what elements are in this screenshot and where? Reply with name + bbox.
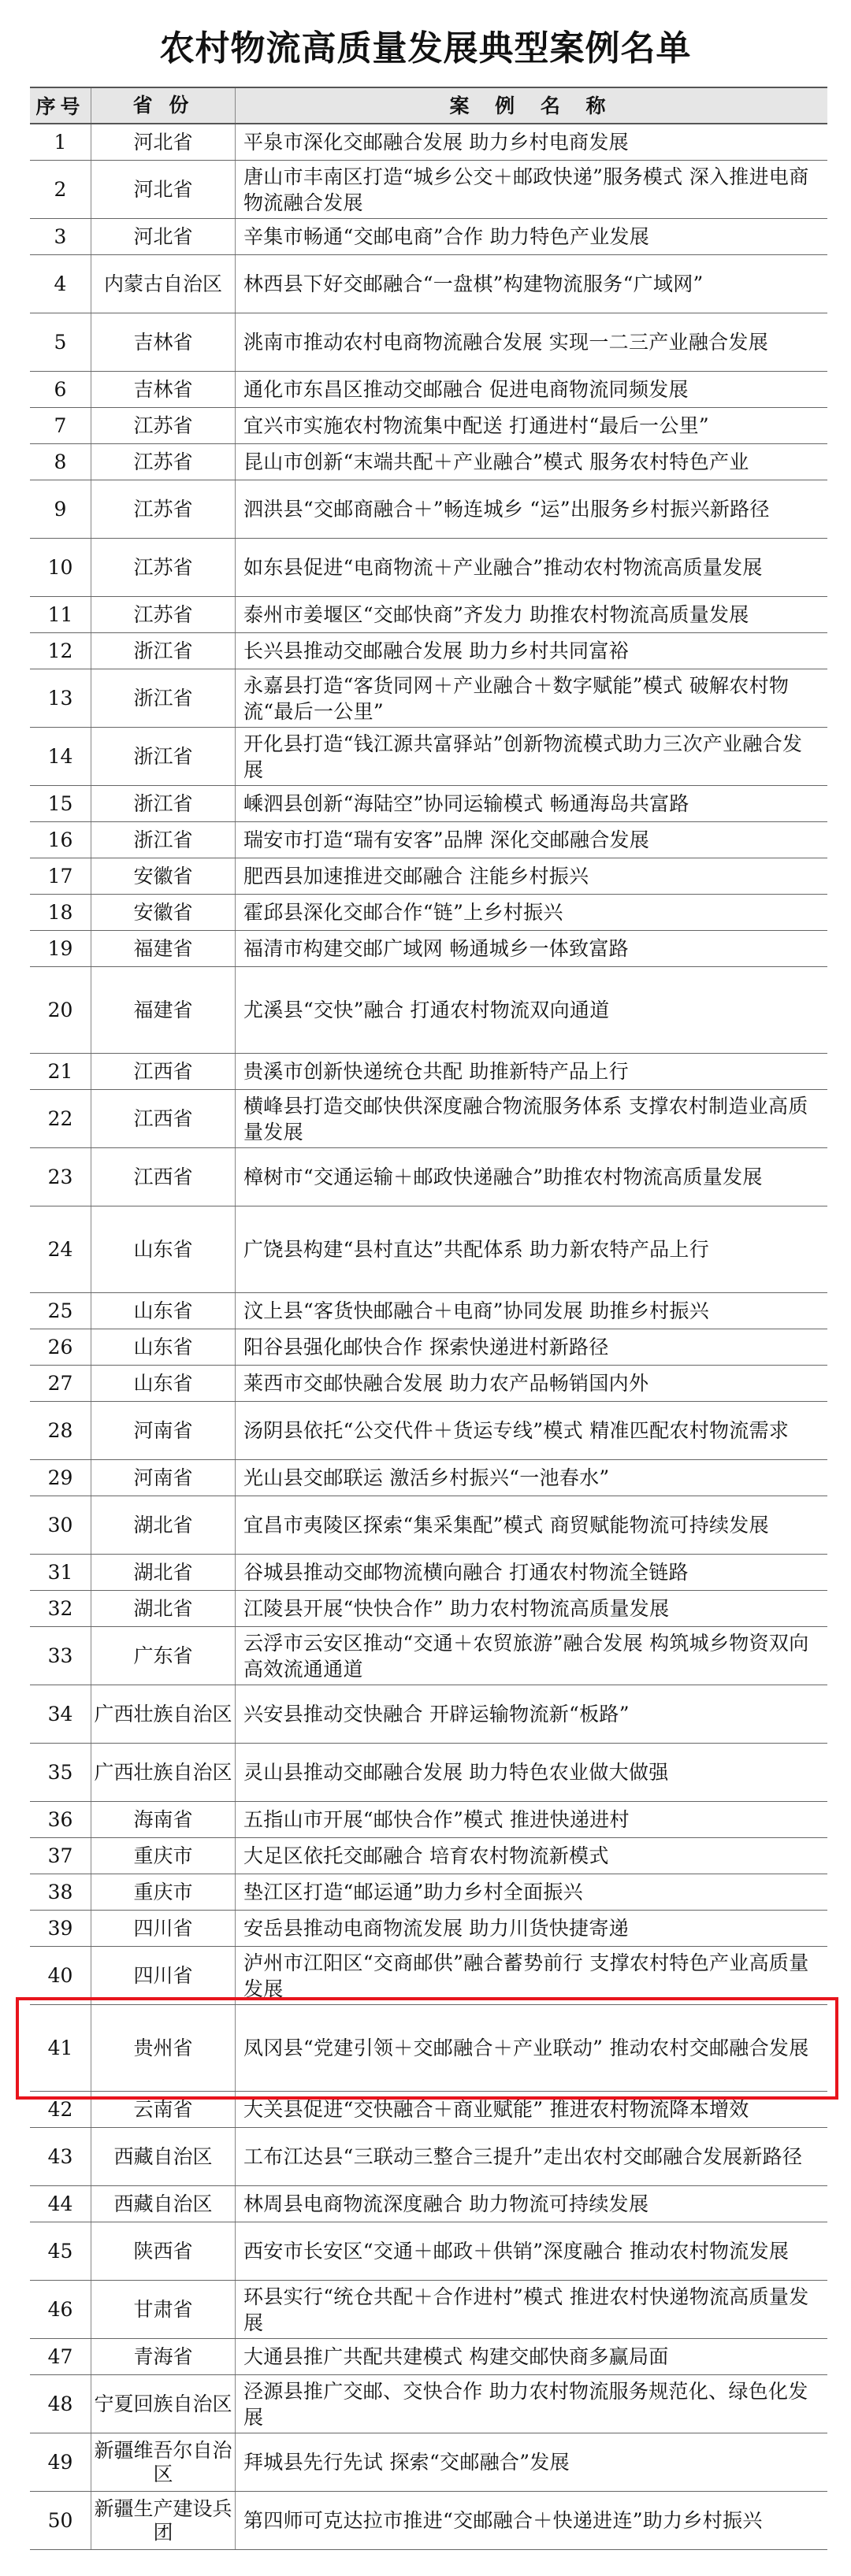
table-row [30, 2433, 827, 2492]
row-case-text: 辛集市畅通“交邮电商”合作 助力特色产业发展 [243, 225, 650, 248]
row-case-text: 如东县促进“电商物流＋产业融合”推动农村物流高质量发展 [243, 556, 763, 579]
row-case-text: 广饶县构建“县村直达”共配体系 助力新农特产品上行 [243, 1238, 710, 1261]
row-case-name [236, 1555, 827, 1590]
table-row [30, 1206, 827, 1293]
row-province: 重庆市 [91, 1838, 236, 1874]
table-row [30, 1460, 827, 1496]
row-serial: 44 [30, 2186, 91, 2222]
table-row [30, 2281, 827, 2339]
row-case-name [236, 2222, 827, 2280]
row-serial: 30 [30, 1496, 91, 1554]
table-row [30, 255, 827, 313]
row-serial: 8 [30, 444, 91, 480]
row-case-text: 汤阴县依托“公交代件＋货运专线”模式 精准匹配农村物流需求 [243, 1419, 790, 1442]
row-serial: 18 [30, 895, 91, 930]
row-serial: 12 [30, 633, 91, 669]
row-case-name [236, 786, 827, 821]
row-case-text: 横峰县打造交邮快供深度融合物流服务体系 支撑农村制造业高质量发展 [243, 1094, 808, 1143]
row-case-name [236, 2281, 827, 2338]
row-case-text: 通化市东昌区推动交邮融合 促进电商物流同频发展 [243, 378, 689, 401]
row-case-name [236, 480, 827, 538]
row-case-name [236, 1802, 827, 1837]
row-province: 四川省 [91, 1947, 236, 2004]
row-province: 海南省 [91, 1802, 236, 1837]
row-province: 重庆市 [91, 1874, 236, 1910]
row-case-text: 尤溪县“交快”融合 打通农村物流双向通道 [243, 999, 610, 1021]
row-province: 广西壮族自治区 [91, 1744, 236, 1801]
row-case-name [236, 2339, 827, 2374]
row-province: 江苏省 [91, 597, 236, 632]
table-row [30, 1366, 827, 1402]
row-case-name [236, 967, 827, 1053]
row-case-name [236, 597, 827, 632]
table-row [30, 1947, 827, 2005]
row-case-name [236, 895, 827, 930]
row-serial: 1 [30, 124, 91, 160]
row-case-name [236, 255, 827, 313]
row-province: 江苏省 [91, 408, 236, 443]
row-province: 河北省 [91, 219, 236, 254]
row-case-name [236, 1874, 827, 1910]
row-case-text: 大关县促进“交快融合＋商业赋能” 推进农村物流降本增效 [243, 2098, 749, 2121]
row-province: 江苏省 [91, 444, 236, 480]
header-case-name: 案 例 名 称 [449, 94, 615, 117]
table-row [30, 1054, 827, 1090]
table-row [30, 124, 827, 161]
row-serial: 31 [30, 1555, 91, 1590]
row-case-name [236, 1496, 827, 1554]
row-case-text: 第四师可克达拉市推进“交邮融合＋快递进连”助力乡村振兴 [243, 2509, 763, 2532]
row-province: 甘肃省 [91, 2281, 236, 2338]
row-serial: 49 [30, 2433, 91, 2491]
row-province: 福建省 [91, 967, 236, 1053]
row-case-text: 环县实行“统仓共配＋合作进村”模式 推进农村快递物流高质量发展 [243, 2285, 809, 2334]
row-case-name [236, 1838, 827, 1874]
table-row [30, 967, 827, 1054]
row-case-text: 林周县电商物流深度融合 助力物流可持续发展 [243, 2192, 649, 2215]
row-case-text: 莱西市交邮快融合发展 助力农产品畅销国内外 [243, 1372, 649, 1395]
row-serial: 2 [30, 161, 91, 218]
row-serial: 6 [30, 372, 91, 407]
table-row [30, 2375, 827, 2433]
table-row [30, 1293, 827, 1329]
row-case-text: 嵊泗县创新“海陆空”协同运输模式 畅通海岛共富路 [243, 792, 689, 815]
header-serial: 序号 [30, 88, 91, 123]
row-serial: 16 [30, 822, 91, 858]
row-case-name [236, 1293, 827, 1329]
table-row [30, 858, 827, 895]
table-row [30, 2222, 827, 2281]
table-row [30, 1496, 827, 1555]
table-row [30, 444, 827, 480]
row-serial: 11 [30, 597, 91, 632]
table-row [30, 1838, 827, 1874]
row-case-text: 永嘉县打造“客货同网＋产业融合＋数字赋能”模式 破解农村物流“最后一公里” [243, 673, 790, 723]
row-case-name [236, 822, 827, 858]
row-province: 安徽省 [91, 858, 236, 894]
row-province: 新疆维吾尔自治区 [91, 2433, 236, 2491]
row-province: 湖北省 [91, 1496, 236, 1554]
row-case-text: 阳谷县强化邮快合作 探索快递进村新路径 [243, 1336, 609, 1358]
row-serial: 45 [30, 2222, 91, 2280]
row-case-text: 洮南市推动农村电商物流融合发展 实现一二三产业融合发展 [243, 331, 769, 354]
row-case-name [236, 1460, 827, 1496]
table-row [30, 539, 827, 597]
table-row [30, 728, 827, 786]
table-row [30, 669, 827, 728]
row-serial: 35 [30, 1744, 91, 1801]
row-case-text: 灵山县推动交邮融合发展 助力特色农业做大做强 [243, 1761, 669, 1784]
row-case-text: 西安市长安区“交通＋邮政＋供销”深度融合 推动农村物流发展 [243, 2240, 790, 2263]
row-serial: 27 [30, 1366, 91, 1401]
row-case-name [236, 444, 827, 480]
row-serial: 4 [30, 255, 91, 313]
row-province: 河北省 [91, 161, 236, 218]
row-case-name [236, 1329, 827, 1365]
document-title: 农村物流高质量发展典型案例名单 [159, 28, 692, 69]
row-serial: 25 [30, 1293, 91, 1329]
row-province: 山东省 [91, 1366, 236, 1401]
table-row [30, 1874, 827, 1911]
row-serial: 39 [30, 1911, 91, 1946]
row-serial: 24 [30, 1206, 91, 1292]
row-serial: 50 [30, 2492, 91, 2549]
table-row [30, 1148, 827, 1206]
table-row [30, 161, 827, 219]
row-case-name [236, 2092, 827, 2127]
row-serial: 13 [30, 669, 91, 727]
row-serial: 37 [30, 1838, 91, 1874]
row-serial: 23 [30, 1148, 91, 1206]
row-case-text: 肥西县加速推进交邮融合 注能乡村振兴 [243, 865, 589, 888]
table-row [30, 1802, 827, 1838]
row-case-text: 泗洪县“交邮商融合＋”畅连城乡 “运”出服务乡村振兴新路径 [243, 498, 770, 521]
header-province: 省 份 [91, 88, 236, 123]
row-case-text: 安岳县推动电商物流发展 助力川货快捷寄递 [243, 1917, 629, 1940]
table-row [30, 786, 827, 822]
table-row [30, 1591, 827, 1627]
row-case-text: 平泉市深化交邮融合发展 助力乡村电商发展 [243, 131, 629, 154]
row-province: 山东省 [91, 1206, 236, 1292]
row-province: 浙江省 [91, 633, 236, 669]
row-case-text: 开化县打造“钱江源共富驿站”创新物流模式助力三次产业融合发展 [243, 732, 803, 781]
table-row [30, 2092, 827, 2128]
table-row [30, 633, 827, 669]
row-serial: 40 [30, 1947, 91, 2004]
row-serial: 28 [30, 1402, 91, 1459]
row-case-name [236, 1911, 827, 1946]
row-serial: 29 [30, 1460, 91, 1496]
row-case-name [236, 858, 827, 894]
row-case-text: 谷城县推动交邮物流横向融合 打通农村物流全链路 [243, 1561, 689, 1584]
table-row [30, 2186, 827, 2222]
row-case-name [236, 1627, 827, 1685]
row-case-name [236, 1591, 827, 1626]
row-case-text: 汶上县“客货快邮融合＋电商”协同发展 助推乡村振兴 [243, 1299, 710, 1322]
row-serial: 22 [30, 1090, 91, 1147]
row-province: 江苏省 [91, 539, 236, 596]
row-case-text: 唐山市丰南区打造“城乡公交＋邮政快递”服务模式 深入推进电商物流融合发展 [243, 165, 809, 214]
row-serial: 42 [30, 2092, 91, 2127]
row-case-text: 光山县交邮联运 激活乡村振兴“一池春水” [243, 1466, 610, 1489]
row-case-text: 大足区依托交邮融合 培育农村物流新模式 [243, 1844, 609, 1867]
row-case-name [236, 2375, 827, 2433]
row-serial: 36 [30, 1802, 91, 1837]
table-row [30, 2005, 827, 2092]
row-serial: 34 [30, 1685, 91, 1743]
row-serial: 38 [30, 1874, 91, 1910]
table-row [30, 480, 827, 539]
row-case-name [236, 669, 827, 727]
row-case-text: 樟树市“交通运输＋邮政快递融合”助推农村物流高质量发展 [243, 1166, 763, 1188]
row-province: 浙江省 [91, 728, 236, 785]
row-case-name [236, 931, 827, 966]
row-case-text: 大通县推广共配共建模式 构建交邮快商多赢局面 [243, 2345, 669, 2368]
row-serial: 19 [30, 931, 91, 966]
row-case-text: 林西县下好交邮融合“一盘棋”构建物流服务“广域网” [243, 272, 704, 295]
table-row [30, 931, 827, 967]
row-case-text: 长兴县推动交邮融合发展 助力乡村共同富裕 [243, 639, 629, 662]
table-row [30, 822, 827, 858]
case-table [30, 87, 827, 2550]
row-serial: 48 [30, 2375, 91, 2433]
row-serial: 41 [30, 2005, 91, 2091]
row-case-name [236, 2128, 827, 2185]
table-row [30, 2339, 827, 2375]
row-serial: 14 [30, 728, 91, 785]
row-case-name [236, 313, 827, 371]
row-case-name [236, 2492, 827, 2549]
row-case-text: 五指山市开展“邮快合作”模式 推进快递进村 [243, 1808, 630, 1831]
row-case-name [236, 1947, 827, 2004]
row-case-name [236, 633, 827, 669]
row-serial: 32 [30, 1591, 91, 1626]
row-serial: 47 [30, 2339, 91, 2374]
row-province: 河北省 [91, 124, 236, 160]
row-province: 吉林省 [91, 372, 236, 407]
row-case-text: 瑞安市打造“瑞有安客”品牌 深化交邮融合发展 [243, 828, 650, 851]
row-case-text: 宜兴市实施农村物流集中配送 打通进村“最后一公里” [243, 414, 710, 437]
table-row [30, 219, 827, 255]
row-case-text: 云浮市云安区推动“交通＋农贸旅游”融合发展 构筑城乡物资双向高效流通通道 [243, 1631, 809, 1681]
row-case-name [236, 1402, 827, 1459]
row-serial: 3 [30, 219, 91, 254]
row-province: 江西省 [91, 1148, 236, 1206]
table-row [30, 1555, 827, 1591]
row-province: 福建省 [91, 931, 236, 966]
row-province: 陕西省 [91, 2222, 236, 2280]
row-province: 浙江省 [91, 786, 236, 821]
row-province: 广西壮族自治区 [91, 1685, 236, 1743]
row-case-text: 贵溪市创新快递统仓共配 助推新特产品上行 [243, 1060, 629, 1083]
table-row [30, 1685, 827, 1744]
row-case-name [236, 408, 827, 443]
row-serial: 17 [30, 858, 91, 894]
row-case-name [236, 2005, 827, 2091]
row-province: 贵州省 [91, 2005, 236, 2091]
row-case-name [236, 1685, 827, 1743]
row-case-text: 泰州市姜堰区“交邮快商”齐发力 助推农村物流高质量发展 [243, 603, 749, 626]
row-case-name [236, 219, 827, 254]
table-row [30, 408, 827, 444]
row-province: 江苏省 [91, 480, 236, 538]
row-serial: 15 [30, 786, 91, 821]
row-case-name [236, 2186, 827, 2222]
row-case-text: 拜城县先行先试 探索“交邮融合”发展 [243, 2451, 570, 2474]
row-case-name [236, 1148, 827, 1206]
table-header [30, 87, 827, 124]
row-province: 江西省 [91, 1054, 236, 1089]
row-province: 浙江省 [91, 822, 236, 858]
row-province: 内蒙古自治区 [91, 255, 236, 313]
row-case-text: 福清市构建交邮广域网 畅通城乡一体致富路 [243, 937, 629, 960]
row-case-text: 昆山市创新“末端共配＋产业融合”模式 服务农村特色产业 [243, 450, 749, 473]
row-case-text: 泾源县推广交邮、交快合作 助力农村物流服务规范化、绿色化发展 [243, 2379, 808, 2429]
row-case-name [236, 1366, 827, 1401]
table-row [30, 313, 827, 372]
row-province: 西藏自治区 [91, 2128, 236, 2185]
row-serial: 43 [30, 2128, 91, 2185]
table-row [30, 1329, 827, 1366]
row-province: 新疆生产建设兵团 [91, 2492, 236, 2549]
row-serial: 9 [30, 480, 91, 538]
row-serial: 33 [30, 1627, 91, 1685]
row-case-name [236, 728, 827, 785]
row-province: 广东省 [91, 1627, 236, 1685]
row-province: 西藏自治区 [91, 2186, 236, 2222]
row-serial: 46 [30, 2281, 91, 2338]
row-province: 河南省 [91, 1402, 236, 1459]
table-row [30, 1090, 827, 1148]
row-province: 湖北省 [91, 1555, 236, 1590]
table-row [30, 895, 827, 931]
table-row [30, 597, 827, 633]
table-row [30, 1627, 827, 1685]
row-case-text: 霍邱县深化交邮合作“链”上乡村振兴 [243, 901, 563, 924]
row-province: 四川省 [91, 1911, 236, 1946]
table-row [30, 2492, 827, 2550]
row-case-name [236, 1090, 827, 1147]
row-case-name [236, 1744, 827, 1801]
row-case-text: 宜昌市夷陵区探索“集采集配”模式 商贸赋能物流可持续发展 [243, 1514, 769, 1536]
row-case-text: 兴安县推动交快融合 开辟运输物流新“板路” [243, 1703, 630, 1725]
table-row [30, 372, 827, 408]
row-case-name [236, 2433, 827, 2491]
row-province: 云南省 [91, 2092, 236, 2127]
row-case-text: 工布江达县“三联动三整合三提升”走出农村交邮融合发展新路径 [243, 2145, 803, 2168]
row-province: 山东省 [91, 1293, 236, 1329]
row-serial: 5 [30, 313, 91, 371]
row-case-name [236, 539, 827, 596]
row-serial: 26 [30, 1329, 91, 1365]
row-serial: 20 [30, 967, 91, 1053]
row-case-name [236, 1054, 827, 1089]
row-province: 浙江省 [91, 669, 236, 727]
row-serial: 10 [30, 539, 91, 596]
row-serial: 7 [30, 408, 91, 443]
row-province: 宁夏回族自治区 [91, 2375, 236, 2433]
row-province: 江西省 [91, 1090, 236, 1147]
row-province: 安徽省 [91, 895, 236, 930]
row-case-name [236, 124, 827, 160]
table-row [30, 1402, 827, 1460]
row-case-text: 垫江区打造“邮运通”助力乡村全面振兴 [243, 1881, 583, 1903]
row-case-text: 江陵县开展“快快合作” 助力农村物流高质量发展 [243, 1597, 670, 1620]
table-body [30, 124, 827, 2550]
row-case-text: 泸州市江阳区“交商邮供”融合蓄势前行 支撑农村特色产业高质量发展 [243, 1951, 809, 2000]
table-row [30, 2128, 827, 2186]
row-province: 山东省 [91, 1329, 236, 1365]
table-row [30, 1911, 827, 1947]
row-case-name [236, 161, 827, 218]
row-case-name [236, 372, 827, 407]
table-row [30, 1744, 827, 1802]
row-case-text: 凤冈县“党建引领＋交邮融合＋产业联动” 推动农村交邮融合发展 [243, 2037, 809, 2059]
row-serial: 21 [30, 1054, 91, 1089]
row-province: 河南省 [91, 1460, 236, 1496]
row-province: 吉林省 [91, 313, 236, 371]
row-case-name [236, 1206, 827, 1292]
row-province: 青海省 [91, 2339, 236, 2374]
row-province: 湖北省 [91, 1591, 236, 1626]
